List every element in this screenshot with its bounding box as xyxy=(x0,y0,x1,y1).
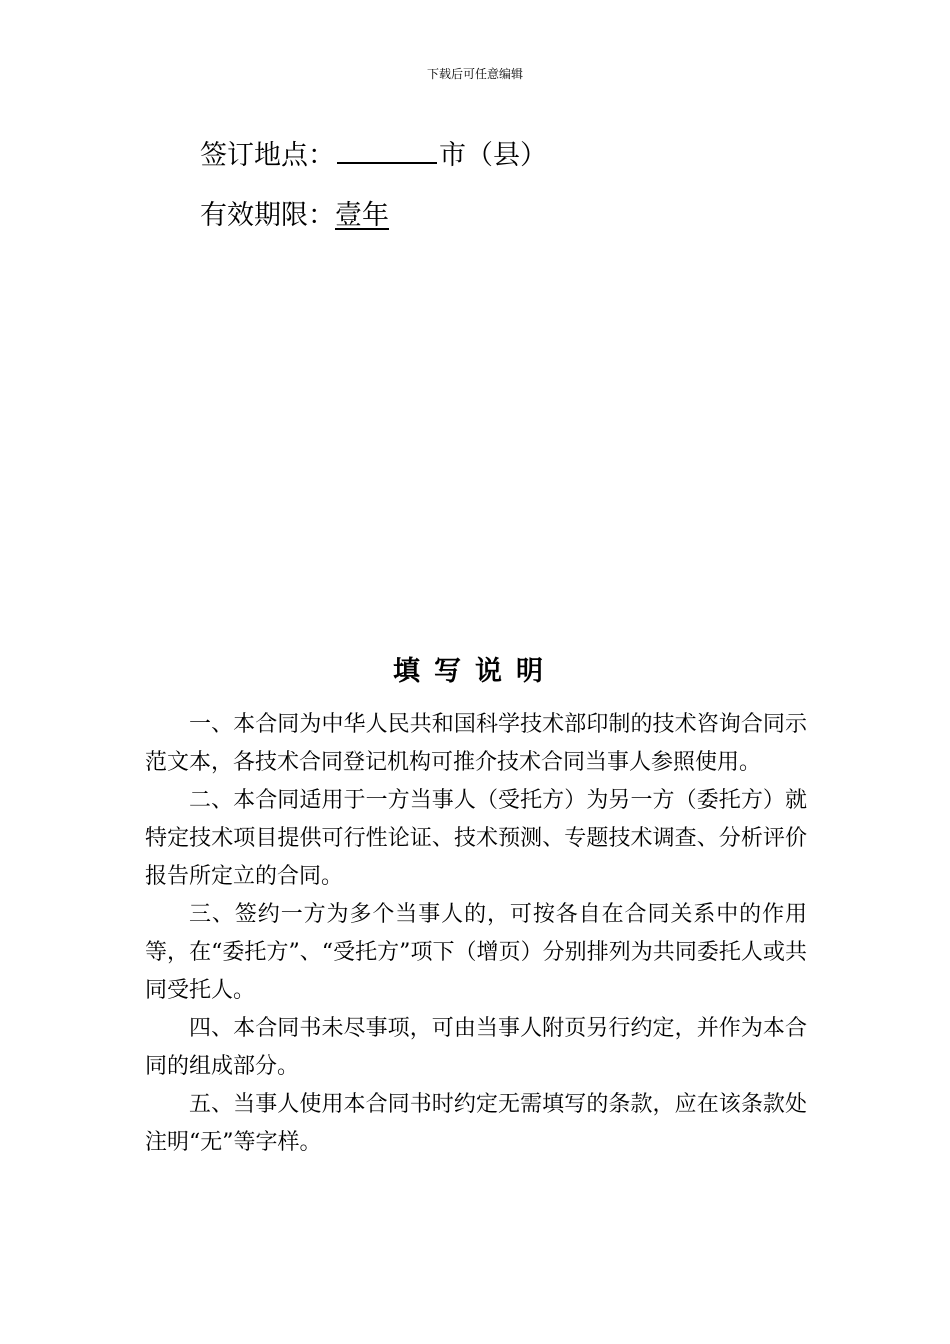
instruction-item: 三、签约一方为多个当事人的，可按各自在合同关系中的作用等，在“委托方”、“受托方”项下（增页）分别排列为共同委托人或共同受托人。 xyxy=(145,902,807,1003)
instruction-item: 一、本合同为中华人民共和国科学技术部印制的技术咨询合同示范文本，各技术合同登记机构可推介技术合同当事人参照使用。 xyxy=(145,712,807,775)
signing-place-blank[interactable] xyxy=(337,132,437,164)
signing-place-line xyxy=(200,132,547,174)
validity-term-line xyxy=(200,198,389,234)
instruction-item: 四、本合同书未尽事项，可由当事人附页另行约定，并作为本合同的组成部分。 xyxy=(145,1016,807,1079)
validity-term-label: 有效期限： xyxy=(200,200,335,231)
signing-place-suffix: 市（县） xyxy=(439,140,547,171)
instructions-body xyxy=(145,706,807,1162)
instruction-item: 二、本合同适用于一方当事人（受托方）为另一方（委托方）就特定技术项目提供可行性论证、技术预测、专题技术调查、分析评价报告所定立的合同。 xyxy=(145,788,807,889)
validity-term-value: 壹年 xyxy=(335,200,389,231)
instruction-item: 五、当事人使用本合同书时约定无需填写的条款，应在该条款处注明“无”等字样。 xyxy=(145,1092,807,1155)
instructions-title: 填写说明 xyxy=(393,656,557,687)
signing-place-label: 签订地点： xyxy=(200,140,335,171)
header-note: 下载后可任意编辑 xyxy=(426,67,523,81)
